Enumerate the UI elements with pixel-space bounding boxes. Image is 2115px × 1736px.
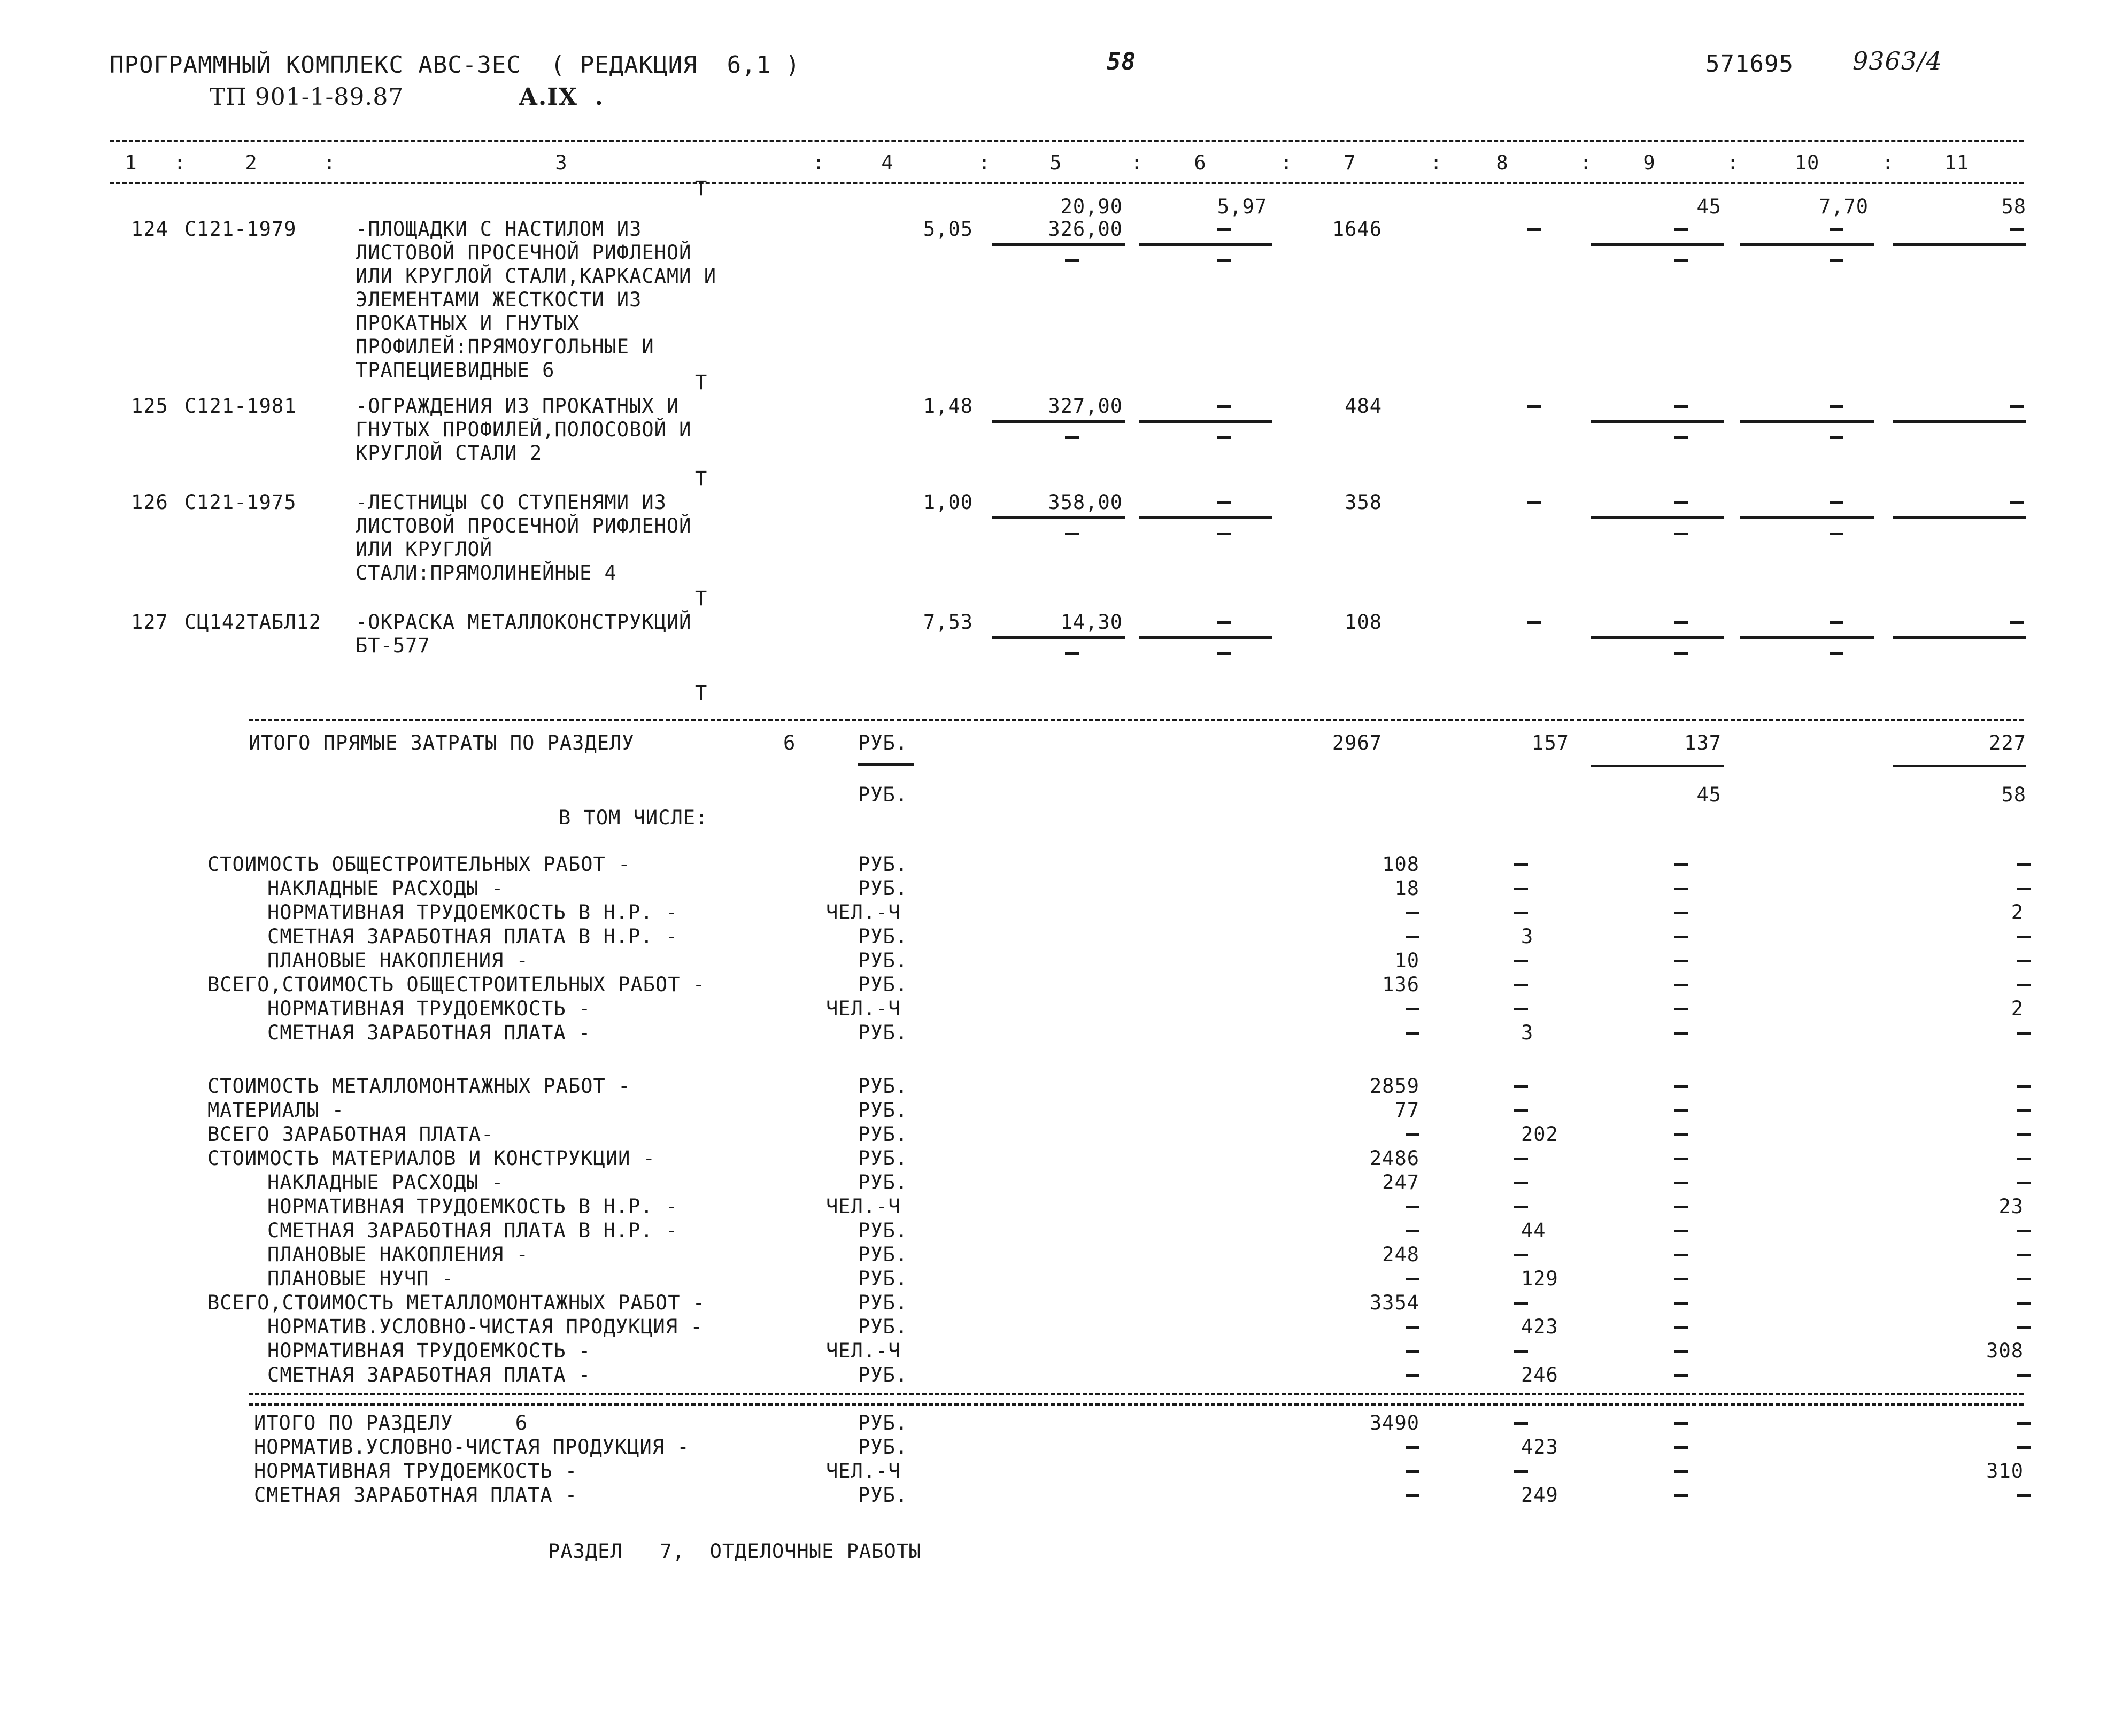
including-label: В ТОМ ЧИСЛЕ: [559, 806, 708, 829]
row-label: НОРМАТИВ.УСЛОВНО-ЧИСТАЯ ПРОДУКЦИЯ - [254, 1436, 690, 1459]
row-col9-dash [1674, 1158, 1688, 1160]
column-separator: : [813, 151, 825, 174]
row-col9-dash [1674, 1109, 1688, 1112]
col5-value: 14,30 [1060, 611, 1123, 634]
row-label: ВСЕГО,СТОИМОСТЬ МЕТАЛЛОМОНТАЖНЫХ РАБОТ - [207, 1291, 706, 1314]
row-col7: 18 [1394, 877, 1419, 900]
row-col9-dash [1674, 912, 1688, 914]
entry-code: СЦ142ТАБЛ12 [184, 611, 322, 634]
row-col8-dash [1514, 1085, 1528, 1088]
row-col8: 423 [1521, 1315, 1558, 1338]
col9-rule [1591, 516, 1724, 519]
row-col9-dash [1674, 1182, 1688, 1184]
col6-rule [1139, 516, 1272, 519]
row-col11: 2 [2011, 901, 2024, 924]
col5-bottom-value-dash [1065, 533, 1079, 535]
col5-top-value: 20,90 [1060, 195, 1123, 218]
header-rule-bottom [110, 182, 2024, 184]
row-label: СТОИМОСТЬ ОБЩЕСТРОИТЕЛЬНЫХ РАБОТ - [207, 853, 631, 876]
col5-bottom-value-dash [1065, 652, 1079, 655]
row-col8: 3 [1521, 1021, 1534, 1044]
row-col9-dash [1674, 1032, 1688, 1035]
section-rule-mid [249, 1393, 2024, 1395]
entry-description-line: -ОГРАЖДЕНИЯ ИЗ ПРОКАТНЫХ И [356, 395, 680, 418]
col5-rule [992, 636, 1125, 639]
row-label: ПЛАНОВЫЕ НАКОПЛЕНИЯ - [267, 949, 529, 972]
col6-value-dash [1217, 228, 1231, 231]
row-unit: РУБ. [858, 1363, 908, 1386]
row-col7: 3354 [1369, 1291, 1419, 1314]
row-col11-dash [2017, 1230, 2031, 1232]
row-unit: РУБ. [858, 925, 908, 948]
col9-rule [1591, 636, 1724, 639]
column-separator: : [1280, 151, 1293, 174]
row-col11-dash [2017, 1494, 2031, 1497]
t-mark: Т [695, 467, 708, 490]
row-label: ВСЕГО ЗАРАБОТНАЯ ПЛАТА- [207, 1123, 494, 1146]
row-col9-dash [1674, 1446, 1688, 1449]
col7-value: 484 [1345, 395, 1382, 418]
album-code: А.IX . [519, 83, 604, 111]
col10-bottom-value-dash [1830, 652, 1843, 655]
row-unit: РУБ. [858, 877, 908, 900]
col9-value-dash [1674, 501, 1688, 504]
row-col8-dash [1514, 1422, 1528, 1425]
row-col11-dash [2017, 1374, 2031, 1377]
total-direct-col7: 2967 [1332, 731, 1382, 754]
column-header-5: 5 [1049, 151, 1062, 174]
row-col8: 423 [1521, 1436, 1558, 1459]
row-col9-dash [1674, 1302, 1688, 1305]
total-direct-col11: 227 [1989, 731, 2026, 754]
row-label: НОРМАТИВНАЯ ТРУДОЕМКОСТЬ - [254, 1460, 578, 1483]
row-label: НОРМАТИВНАЯ ТРУДОЕМКОСТЬ В Н.Р. - [267, 1195, 678, 1218]
entry-quantity: 1,00 [923, 491, 973, 514]
column-separator: : [1882, 151, 1895, 174]
col5-bottom-value-dash [1065, 259, 1079, 262]
col9-total-rule [1591, 765, 1724, 767]
entry-description-line: ГНУТЫХ ПРОФИЛЕЙ,ПОЛОСОВОЙ И [356, 418, 692, 441]
col11-rule [1893, 420, 2026, 423]
col6-rule [1139, 243, 1272, 246]
row-col9-dash [1674, 863, 1688, 866]
next-section-title: РАЗДЕЛ 7, ОТДЕЛОЧНЫЕ РАБОТЫ [548, 1540, 922, 1563]
col6-top-value: 5,97 [1217, 195, 1267, 218]
col10-bottom-value-dash [1830, 259, 1843, 262]
col5-value: 327,00 [1048, 395, 1123, 418]
row-col11-dash [2017, 1158, 2031, 1160]
row-col8-dash [1514, 960, 1528, 962]
row-unit: РУБ. [858, 1243, 908, 1266]
sheet-number: 9363/4 [1852, 47, 1942, 75]
col9-bottom-value-dash [1674, 259, 1688, 262]
col11-rule [1893, 516, 2026, 519]
col10-rule [1740, 636, 1874, 639]
col6-value-dash [1217, 501, 1231, 504]
col5-value: 326,00 [1048, 218, 1123, 241]
row-unit: РУБ. [858, 1436, 908, 1459]
row-col9-dash [1674, 1230, 1688, 1232]
page-number: 58 [1107, 48, 1136, 75]
row-col8-dash [1514, 863, 1528, 866]
col9-bottom-value-dash [1674, 652, 1688, 655]
row-unit: РУБ. [858, 1099, 908, 1122]
column-header-1: 1 [125, 151, 137, 174]
row-col9-dash [1674, 1350, 1688, 1353]
col8-value-dash [1527, 228, 1541, 231]
column-separator: : [978, 151, 991, 174]
entry-number: 126 [131, 491, 168, 514]
row-unit: ЧЕЛ.-Ч [826, 1460, 901, 1483]
row-unit: РУБ. [858, 1147, 908, 1170]
row-col11-dash [2017, 1085, 2031, 1088]
t-mark: Т [695, 587, 708, 610]
row-col7-dash [1406, 1374, 1419, 1377]
entry-description-line: ИЛИ КРУГЛОЙ [356, 538, 493, 561]
column-header-2: 2 [245, 151, 258, 174]
entry-quantity: 7,53 [923, 611, 973, 634]
row-col8-dash [1514, 912, 1528, 914]
row-unit: РУБ. [858, 1075, 908, 1098]
row-col8: 249 [1521, 1484, 1558, 1507]
entry-description-line: -ОКРАСКА МЕТАЛЛОКОНСТРУКЦИЙ [356, 611, 692, 634]
entry-description-line: ПРОКАТНЫХ И ГНУТЫХ [356, 312, 580, 335]
row-col8-dash [1514, 1350, 1528, 1353]
unit-rule [858, 763, 914, 766]
row-col7-dash [1406, 1133, 1419, 1136]
row-col11-dash [2017, 936, 2031, 938]
row-unit: РУБ. [858, 1315, 908, 1338]
row-col11-dash [2017, 1446, 2031, 1449]
row-label: НОРМАТИВНАЯ ТРУДОЕМКОСТЬ - [267, 1339, 591, 1362]
row-label: СМЕТНАЯ ЗАРАБОТНАЯ ПЛАТА - [267, 1363, 591, 1386]
total-direct-col9: 137 [1684, 731, 1722, 754]
row-col8-dash [1514, 888, 1528, 890]
row-label: МАТЕРИАЛЫ - [207, 1099, 345, 1122]
row-col9-dash [1674, 1206, 1688, 1208]
row-unit: РУБ. [858, 1291, 908, 1314]
row-col7-dash [1406, 1230, 1419, 1232]
entry-description-line: СТАЛИ:ПРЯМОЛИНЕЙНЫЕ 4 [356, 561, 617, 584]
col7-value: 358 [1345, 491, 1382, 514]
col6-value-dash [1217, 405, 1231, 408]
row-col9-dash [1674, 1254, 1688, 1256]
row-unit: РУБ. [858, 1123, 908, 1146]
row-col11-dash [2017, 863, 2031, 866]
row-col9-dash [1674, 1422, 1688, 1425]
entry-number: 127 [131, 611, 168, 634]
row-col9-dash [1674, 1085, 1688, 1088]
row-unit: РУБ. [858, 1411, 908, 1434]
col5-rule [992, 516, 1125, 519]
col6-value-dash [1217, 621, 1231, 624]
row-col11-dash [2017, 1278, 2031, 1280]
total-direct-unit: РУБ. [858, 731, 908, 754]
column-header-11: 11 [1944, 151, 1970, 174]
col10-bottom-value-dash [1830, 436, 1843, 439]
row-label: ИТОГО ПО РАЗДЕЛУ 6 [254, 1411, 528, 1434]
row-col11-dash [2017, 1302, 2031, 1305]
column-separator: : [1727, 151, 1740, 174]
row-label: СМЕТНАЯ ЗАРАБОТНАЯ ПЛАТА - [267, 1021, 591, 1044]
row-col7: 10 [1394, 949, 1419, 972]
header-rule-top [110, 140, 2024, 142]
row-col7-dash [1406, 912, 1419, 914]
row-label: ПЛАНОВЫЕ НАКОПЛЕНИЯ - [267, 1243, 529, 1266]
row-label: НАКЛАДНЫЕ РАСХОДЫ - [267, 877, 504, 900]
row-col7-dash [1406, 1446, 1419, 1449]
section-rule-mid-2 [249, 1403, 2024, 1406]
row-col11: 2 [2011, 997, 2024, 1020]
row-col8-dash [1514, 1206, 1528, 1208]
row-col7: 108 [1382, 853, 1419, 876]
row-unit: РУБ. [858, 1021, 908, 1044]
row-col7-dash [1406, 1494, 1419, 1497]
row-unit: РУБ. [858, 1484, 908, 1507]
row-col7-dash [1406, 1032, 1419, 1035]
row-col7: 247 [1382, 1171, 1419, 1194]
row-col7-dash [1406, 1008, 1419, 1010]
col10-rule [1740, 420, 1874, 423]
row-col9-dash [1674, 1008, 1688, 1010]
entry-description-line: ТРАПЕЦИЕВИДНЫЕ 6 [356, 359, 555, 382]
t-mark: Т [695, 371, 708, 394]
row-col11-dash [2017, 1422, 2031, 1425]
col10-value-dash [1830, 501, 1843, 504]
summary-rule-top [249, 719, 2024, 721]
col10-value-dash [1830, 228, 1843, 231]
col9-value-dash [1674, 621, 1688, 624]
col10-bottom-value-dash [1830, 533, 1843, 535]
row-label: СТОИМОСТЬ МЕТАЛЛОМОНТАЖНЫХ РАБОТ - [207, 1075, 631, 1098]
column-header-6: 6 [1194, 151, 1207, 174]
entry-number: 124 [131, 218, 168, 241]
column-separator: : [1430, 151, 1443, 174]
row-col11: 310 [1986, 1460, 2024, 1483]
row-unit: РУБ. [858, 973, 908, 996]
row-col11-dash [2017, 1182, 2031, 1184]
entry-description-line: ИЛИ КРУГЛОЙ СТАЛИ,КАРКАСАМИ И [356, 265, 717, 288]
col8-value-dash [1527, 621, 1541, 624]
row-col11: 23 [1998, 1195, 2024, 1218]
entry-code: С121-1975 [184, 491, 297, 514]
row-col11-dash [2017, 1326, 2031, 1329]
row-col9-dash [1674, 960, 1688, 962]
col10-rule [1740, 243, 1874, 246]
row-col8: 246 [1521, 1363, 1558, 1386]
col10-rule [1740, 516, 1874, 519]
row-col8-dash [1514, 1470, 1528, 1473]
row-col9-dash [1674, 1326, 1688, 1329]
col9-value-dash [1674, 228, 1688, 231]
column-header-9: 9 [1643, 151, 1656, 174]
row-unit: РУБ. [858, 1171, 908, 1194]
col10-top-value: 7,70 [1818, 195, 1869, 218]
entry-description-line: ЭЛЕМЕНТАМИ ЖЕСТКОСТИ ИЗ [356, 288, 642, 311]
row-col11-dash [2017, 888, 2031, 890]
col9-rule [1591, 243, 1724, 246]
project-code: ТП 901-1-89.87 [210, 83, 404, 111]
row-col8-dash [1514, 1302, 1528, 1305]
entry-description-line: БТ-577 [356, 634, 430, 657]
row-col9-dash [1674, 1494, 1688, 1497]
row-col7: 248 [1382, 1243, 1419, 1266]
entry-number: 125 [131, 395, 168, 418]
row-col8: 3 [1521, 925, 1534, 948]
row-col9-dash [1674, 1374, 1688, 1377]
entry-description-line: -ЛЕСТНИЦЫ СО СТУПЕНЯМИ ИЗ [356, 491, 667, 514]
row-col8-dash [1514, 1109, 1528, 1112]
row-col7: 2486 [1369, 1147, 1419, 1170]
program-header: ПРОГРАММНЫЙ КОМПЛЕКС АВС-ЗЕС ( РЕДАКЦИЯ 6,1 ) [110, 51, 801, 79]
row-unit: РУБ. [858, 949, 908, 972]
row-col8-dash [1514, 1182, 1528, 1184]
column-separator: : [323, 151, 336, 174]
row-col11: 308 [1986, 1339, 2024, 1362]
entry-description-line: КРУГЛОЙ СТАЛИ 2 [356, 442, 543, 465]
row-label: НОРМАТИВНАЯ ТРУДОЕМКОСТЬ В Н.Р. - [267, 901, 678, 924]
col7-value: 108 [1345, 611, 1382, 634]
col10-value-dash [1830, 405, 1843, 408]
column-separator: : [174, 151, 187, 174]
col9-bottom-value-dash [1674, 533, 1688, 535]
column-header-10: 10 [1794, 151, 1820, 174]
col6-bottom-value-dash [1217, 436, 1231, 439]
total-direct-unit-2: РУБ. [858, 783, 908, 806]
row-unit: РУБ. [858, 853, 908, 876]
row-label: ВСЕГО,СТОИМОСТЬ ОБЩЕСТРОИТЕЛЬНЫХ РАБОТ - [207, 973, 706, 996]
row-col11-dash [2017, 1133, 2031, 1136]
row-unit: ЧЕЛ.-Ч [826, 901, 901, 924]
col6-rule [1139, 420, 1272, 423]
col11-rule [1893, 636, 2026, 639]
row-unit: РУБ. [858, 1219, 908, 1242]
row-label: СМЕТНАЯ ЗАРАБОТНАЯ ПЛАТА В Н.Р. - [267, 925, 678, 948]
col11-value-dash [2010, 405, 2024, 408]
row-col11-dash [2017, 1032, 2031, 1035]
row-label: СМЕТНАЯ ЗАРАБОТНАЯ ПЛАТА - [254, 1484, 578, 1507]
row-col11-dash [2017, 1254, 2031, 1256]
row-label: СТОИМОСТЬ МАТЕРИАЛОВ И КОНСТРУКЦИИ - [207, 1147, 655, 1170]
row-col7-dash [1406, 1278, 1419, 1280]
column-separator: : [1580, 151, 1593, 174]
row-label: ПЛАНОВЫЕ НУЧП - [267, 1267, 454, 1290]
col11-value-dash [2010, 501, 2024, 504]
col9-rule [1591, 420, 1724, 423]
row-col7: 3490 [1369, 1411, 1419, 1434]
entry-description-line: ПРОФИЛЕЙ:ПРЯМОУГОЛЬНЫЕ И [356, 335, 654, 358]
row-col11-dash [2017, 960, 2031, 962]
total-direct-col11-2: 58 [2001, 783, 2026, 806]
row-label: НОРМАТИВ.УСЛОВНО-ЧИСТАЯ ПРОДУКЦИЯ - [267, 1315, 703, 1338]
row-unit: ЧЕЛ.-Ч [826, 997, 901, 1020]
col5-value: 358,00 [1048, 491, 1123, 514]
row-col7-dash [1406, 1350, 1419, 1353]
row-col7: 2859 [1369, 1075, 1419, 1098]
col5-rule [992, 420, 1125, 423]
row-col9-dash [1674, 936, 1688, 938]
col11-top-value: 58 [2001, 195, 2026, 218]
row-col8-dash [1514, 1158, 1528, 1160]
col6-rule [1139, 636, 1272, 639]
total-direct-section: 6 [783, 731, 796, 754]
col9-value-dash [1674, 405, 1688, 408]
total-direct-label: ИТОГО ПРЯМЫЕ ЗАТРАТЫ ПО РАЗДЕЛУ [249, 731, 635, 754]
col11-rule [1893, 243, 2026, 246]
row-unit: РУБ. [858, 1267, 908, 1290]
column-header-3: 3 [555, 151, 568, 174]
entry-description-line: ЛИСТОВОЙ ПРОСЕЧНОЙ РИФЛЕНОЙ [356, 514, 692, 537]
entry-description-line: -ПЛОЩАДКИ С НАСТИЛОМ ИЗ [356, 218, 642, 241]
column-separator: : [1131, 151, 1144, 174]
row-col9-dash [1674, 984, 1688, 986]
row-col7-dash [1406, 936, 1419, 938]
row-col11-dash [2017, 1109, 2031, 1112]
row-col7-dash [1406, 1470, 1419, 1473]
row-col9-dash [1674, 1470, 1688, 1473]
entry-quantity: 1,48 [923, 395, 973, 418]
row-label: СМЕТНАЯ ЗАРАБОТНАЯ ПЛАТА В Н.Р. - [267, 1219, 678, 1242]
col6-bottom-value-dash [1217, 533, 1231, 535]
row-col9-dash [1674, 888, 1688, 890]
row-col7-dash [1406, 1206, 1419, 1208]
col7-value: 1646 [1332, 218, 1382, 241]
row-label: НОРМАТИВНАЯ ТРУДОЕМКОСТЬ - [267, 997, 591, 1020]
total-direct-col9-2: 45 [1696, 783, 1722, 806]
col8-value-dash [1527, 501, 1541, 504]
t-mark: Т [695, 177, 708, 200]
total-direct-col8: 157 [1532, 731, 1569, 754]
column-header-7: 7 [1344, 151, 1356, 174]
row-col11-dash [2017, 984, 2031, 986]
row-unit: ЧЕЛ.-Ч [826, 1339, 901, 1362]
row-col8: 44 [1521, 1219, 1546, 1242]
row-unit: ЧЕЛ.-Ч [826, 1195, 901, 1218]
col5-rule [992, 243, 1125, 246]
entry-quantity: 5,05 [923, 218, 973, 241]
entry-code: С121-1981 [184, 395, 297, 418]
entry-code: С121-1979 [184, 218, 297, 241]
column-header-8: 8 [1496, 151, 1509, 174]
entry-description-line: ЛИСТОВОЙ ПРОСЕЧНОЙ РИФЛЕНОЙ [356, 241, 692, 264]
col11-value-dash [2010, 228, 2024, 231]
row-col7-dash [1406, 1326, 1419, 1329]
col9-bottom-value-dash [1674, 436, 1688, 439]
row-col7: 77 [1394, 1099, 1419, 1122]
row-col8-dash [1514, 984, 1528, 986]
row-col7: 136 [1382, 973, 1419, 996]
col11-value-dash [2010, 621, 2024, 624]
row-col8-dash [1514, 1254, 1528, 1256]
col9-top-value: 45 [1696, 195, 1722, 218]
col10-value-dash [1830, 621, 1843, 624]
col6-bottom-value-dash [1217, 652, 1231, 655]
column-header-4: 4 [881, 151, 894, 174]
row-col9-dash [1674, 1133, 1688, 1136]
col8-value-dash [1527, 405, 1541, 408]
col11-total-rule [1893, 765, 2026, 767]
document-number: 571695 [1705, 50, 1794, 78]
row-col8: 202 [1521, 1123, 1558, 1146]
t-mark: Т [695, 682, 708, 705]
row-col8-dash [1514, 1008, 1528, 1010]
col6-bottom-value-dash [1217, 259, 1231, 262]
col5-bottom-value-dash [1065, 436, 1079, 439]
row-col8: 129 [1521, 1267, 1558, 1290]
row-col9-dash [1674, 1278, 1688, 1280]
row-label: НАКЛАДНЫЕ РАСХОДЫ - [267, 1171, 504, 1194]
